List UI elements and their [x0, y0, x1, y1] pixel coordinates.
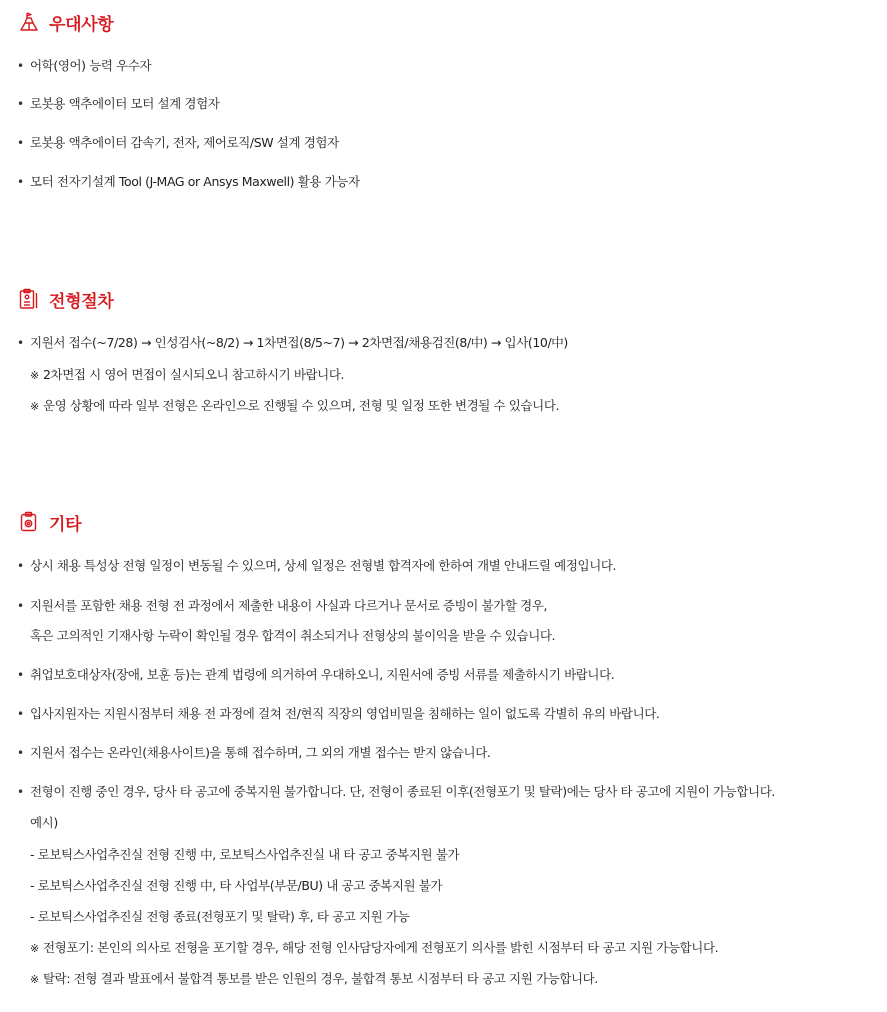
process-section-title: [18, 284, 114, 314]
bullet: •: [17, 97, 24, 111]
list-item: • 모터 전자기설계 Tool (J-MAG or Ansys Maxwell) 활용 가능자: [17, 174, 360, 189]
process-title: 전형절차: [49, 291, 114, 312]
list-item: • 취업보호대상자(장애, 보훈 등)는 관계 법령에 의거하여 우대하오니, 지원서에 증빙 서류를 제출하시기 바랍니다.: [17, 667, 615, 682]
note-mark: ※: [30, 942, 39, 955]
etc-note: ※ 전형포기: 본인의 의사로 전형을 포기할 경우, 해당 전형 인사담당자에게 전형포기 의사를 밝힌 시점부터 타 공고 지원 가능합니다.: [30, 939, 718, 958]
bullet: •: [17, 59, 24, 73]
bullet: •: [17, 599, 24, 613]
preference-section-title: [18, 7, 114, 37]
bullet: •: [17, 746, 24, 760]
list-item: • 지원서를 포함한 채용 전형 전 과정에서 제출한 내용이 사실과 다르거나 문서로 증빙이 불가할 경우,: [17, 598, 548, 613]
bullet: •: [17, 785, 24, 799]
bullet: •: [17, 707, 24, 721]
bullet: •: [17, 175, 24, 189]
process-steps: • 지원서 접수(~7/28) → 인성검사(~8/2) → 1차면접(8/5~7) → 2차면접/채용검진(8/中) → 입사(10/中): [17, 335, 568, 350]
note-mark: ※: [30, 400, 39, 413]
example-label: 예시): [30, 815, 58, 830]
bullet: •: [17, 668, 24, 682]
list-item: • 어학(영어) 능력 우수자: [17, 58, 152, 73]
note-mark: ※: [30, 973, 39, 986]
list-item: • 지원서 접수는 온라인(채용사이트)을 통해 접수하며, 그 외의 개별 접수는 받지 않습니다.: [17, 745, 491, 760]
process-note: ※ 운영 상황에 따라 일부 전형은 온라인으로 진행될 수 있으며, 전형 및 일정 또한 변경될 수 있습니다.: [30, 397, 559, 416]
clipboard-check-icon: [18, 511, 40, 533]
etc-note: ※ 탈락: 전형 결과 발표에서 불합격 통보를 받은 인원의 경우, 불합격 통보 시점부터 타 공고 지원 가능합니다.: [30, 970, 598, 989]
example-item: - 로보틱스사업추진실 전형 종료(전형포기 및 탈락) 후, 타 공고 지원 가능: [30, 909, 410, 924]
example-item: - 로보틱스사업추진실 전형 진행 中, 타 사업부(부문/BU) 내 공고 중복지원 불가: [30, 878, 443, 893]
list-item: • 로봇용 액추에이터 감속기, 전자, 제어로직/SW 설계 경험자: [17, 135, 339, 150]
note-mark: ※: [30, 369, 39, 382]
bullet: •: [17, 136, 24, 150]
list-item: • 전형이 진행 중인 경우, 당사 타 공고에 중복지원 불가합니다. 단, 전형이 종료된 이후(전형포기 및 탈락)에는 당사 타 공고에 지원이 가능합니다.: [17, 784, 775, 799]
list-item-continuation: 혹은 고의적인 기재사항 누락이 확인될 경우 합격이 취소되거나 전형상의 불이익을 받을 수 있습니다.: [30, 628, 556, 643]
example-item: - 로보틱스사업추진실 전형 진행 中, 로보틱스사업추진실 내 타 공고 중복지원 불가: [30, 847, 460, 862]
preference-title: 우대사항: [49, 14, 114, 35]
list-item: • 로봇용 액추에이터 모터 설계 경험자: [17, 96, 220, 111]
list-item: • 입사지원자는 지원시점부터 채용 전 과정에 걸쳐 전/현직 직장의 영업비밀을 침해하는 일이 없도록 각별히 유의 바랍니다.: [17, 706, 660, 721]
bullet: •: [17, 559, 24, 573]
etc-section-title: [18, 507, 81, 537]
podium-icon: [18, 11, 40, 33]
process-note: ※ 2차면접 시 영어 면접이 실시되오니 참고하시기 바랍니다.: [30, 366, 344, 385]
bullet: •: [17, 336, 24, 350]
clipboard-list-icon: [18, 288, 40, 310]
etc-title: 기타: [49, 514, 82, 535]
list-item: • 상시 채용 특성상 전형 일정이 변동될 수 있으며, 상세 일정은 전형별 합격자에 한하여 개별 안내드릴 예정입니다.: [17, 558, 617, 573]
